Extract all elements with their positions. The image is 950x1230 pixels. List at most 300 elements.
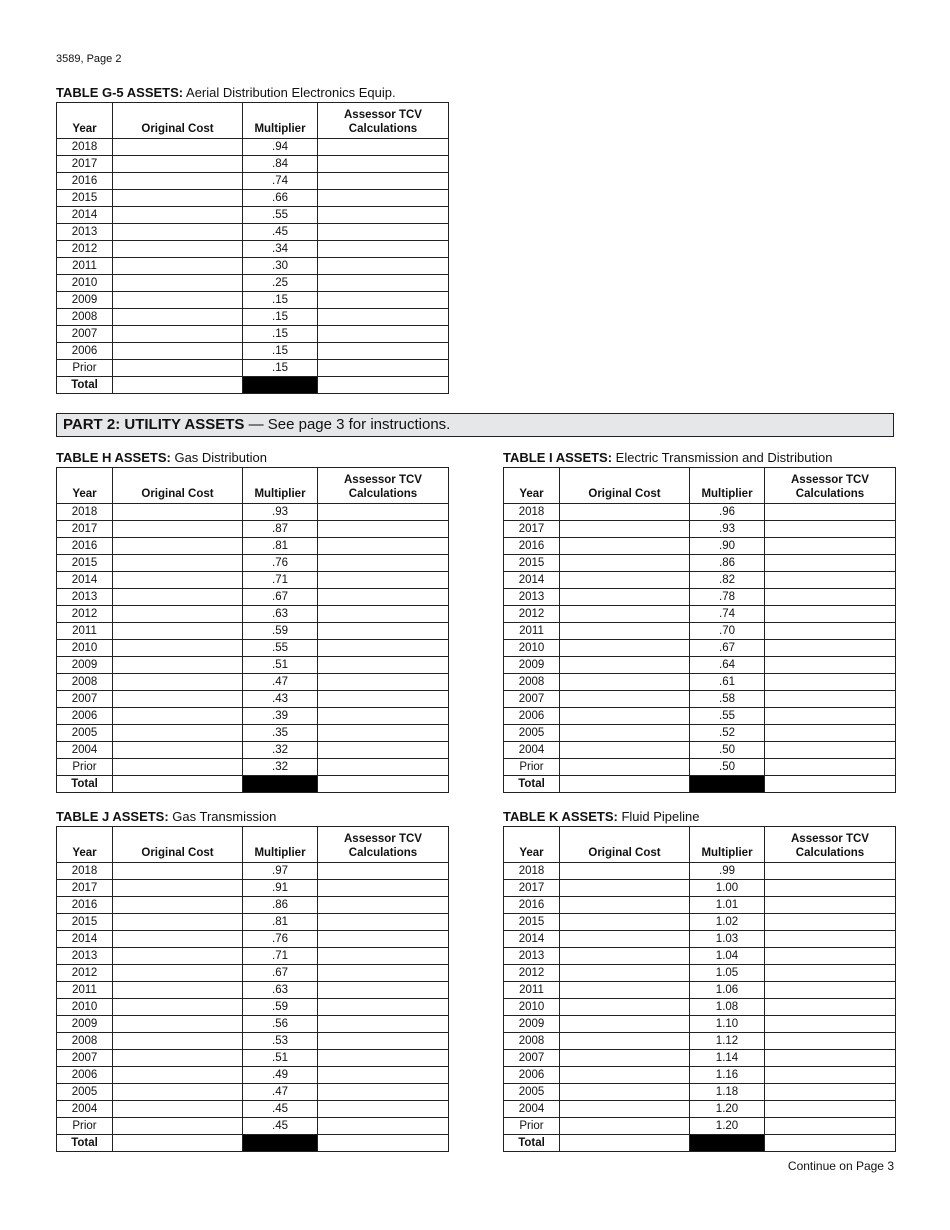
assessor-tcv-cell[interactable] bbox=[318, 589, 449, 606]
original-cost-cell[interactable] bbox=[560, 589, 690, 606]
table-row bbox=[57, 742, 449, 759]
blacked-out-multiplier-cell bbox=[690, 1135, 765, 1152]
original-cost-cell[interactable] bbox=[560, 657, 690, 674]
assessor-tcv-cell[interactable] bbox=[318, 275, 449, 292]
assessor-tcv-cell[interactable] bbox=[765, 521, 896, 538]
multiplier-cell: 1.02 bbox=[690, 914, 765, 931]
multiplier-cell: .96 bbox=[690, 504, 765, 521]
table-row bbox=[57, 999, 449, 1016]
original-cost-cell[interactable] bbox=[113, 691, 243, 708]
year-cell: 2010 bbox=[504, 640, 560, 657]
original-cost-cell[interactable] bbox=[560, 623, 690, 640]
original-cost-cell[interactable] bbox=[113, 156, 243, 173]
page-number: 3589, Page 2 bbox=[56, 53, 122, 65]
assessor-tcv-cell[interactable] bbox=[318, 965, 449, 982]
original-cost-cell[interactable] bbox=[113, 360, 243, 377]
assessor-tcv-cell[interactable] bbox=[318, 725, 449, 742]
year-cell: 2007 bbox=[57, 1050, 113, 1067]
assessor-tcv-cell[interactable] bbox=[318, 691, 449, 708]
table-row bbox=[57, 173, 449, 190]
multiplier-cell: 1.20 bbox=[690, 1118, 765, 1135]
assessor-tcv-cell[interactable] bbox=[318, 326, 449, 343]
table-row bbox=[504, 1118, 896, 1135]
table-row bbox=[504, 1084, 896, 1101]
assessor-tcv-cell[interactable] bbox=[318, 880, 449, 897]
year-cell: 2013 bbox=[504, 589, 560, 606]
assessor-tcv-cell[interactable] bbox=[318, 224, 449, 241]
assessor-tcv-cell[interactable] bbox=[318, 572, 449, 589]
assessor-tcv-cell[interactable] bbox=[318, 897, 449, 914]
year-cell: 2011 bbox=[57, 623, 113, 640]
multiplier-cell: .32 bbox=[243, 742, 318, 759]
assessor-tcv-cell[interactable] bbox=[318, 555, 449, 572]
original-cost-cell[interactable] bbox=[113, 965, 243, 982]
original-cost-cell[interactable] bbox=[560, 931, 690, 948]
assessor-tcv-cell[interactable] bbox=[765, 982, 896, 999]
table-row bbox=[57, 623, 449, 640]
multiplier-cell: .74 bbox=[243, 173, 318, 190]
assessor-tcv-cell[interactable] bbox=[318, 742, 449, 759]
original-cost-cell[interactable] bbox=[113, 1016, 243, 1033]
assessor-tcv-cell[interactable] bbox=[765, 538, 896, 555]
table-row bbox=[504, 1067, 896, 1084]
assessor-tcv-cell[interactable] bbox=[765, 555, 896, 572]
original-cost-cell[interactable] bbox=[560, 863, 690, 880]
assessor-tcv-cell[interactable] bbox=[318, 674, 449, 691]
year-cell: 2009 bbox=[57, 1016, 113, 1033]
multiplier-cell: .76 bbox=[243, 931, 318, 948]
assessor-tcv-cell[interactable] bbox=[765, 674, 896, 691]
original-cost-cell[interactable] bbox=[113, 1050, 243, 1067]
multiplier-cell: .50 bbox=[690, 742, 765, 759]
year-cell: 2010 bbox=[57, 275, 113, 292]
assessor-tcv-cell[interactable] bbox=[318, 292, 449, 309]
assessor-tcv-cell[interactable] bbox=[765, 742, 896, 759]
multiplier-header: Multiplier bbox=[243, 827, 318, 863]
multiplier-cell: 1.10 bbox=[690, 1016, 765, 1033]
assessor-tcv-cell[interactable] bbox=[765, 914, 896, 931]
assessor-tcv-header bbox=[318, 103, 449, 139]
year-cell: 2006 bbox=[57, 343, 113, 360]
total-row bbox=[57, 1135, 449, 1152]
assessor-tcv-cell[interactable] bbox=[765, 1101, 896, 1118]
total-assessor-tcv-cell[interactable] bbox=[765, 776, 896, 793]
assessor-tcv-cell[interactable] bbox=[318, 914, 449, 931]
multiplier-cell: .59 bbox=[243, 623, 318, 640]
original-cost-cell[interactable] bbox=[113, 224, 243, 241]
assessor-tcv-cell[interactable] bbox=[318, 139, 449, 156]
year-cell: 2009 bbox=[504, 1016, 560, 1033]
assessor-tcv-cell[interactable] bbox=[318, 1050, 449, 1067]
total-assessor-tcv-cell[interactable] bbox=[318, 776, 449, 793]
assessor-tcv-cell[interactable] bbox=[765, 572, 896, 589]
original-cost-cell[interactable] bbox=[560, 999, 690, 1016]
total-original-cost-cell[interactable] bbox=[113, 776, 243, 793]
year-cell: 2005 bbox=[504, 725, 560, 742]
original-cost-cell[interactable] bbox=[113, 190, 243, 207]
year-header: Year bbox=[57, 103, 113, 139]
original-cost-cell[interactable] bbox=[560, 725, 690, 742]
original-cost-cell[interactable] bbox=[113, 931, 243, 948]
assessor-tcv-cell[interactable] bbox=[765, 965, 896, 982]
table-row bbox=[57, 156, 449, 173]
year-cell: 2012 bbox=[57, 241, 113, 258]
total-assessor-tcv-cell[interactable] bbox=[318, 377, 449, 394]
total-original-cost-cell[interactable] bbox=[560, 1135, 690, 1152]
table-row bbox=[57, 1067, 449, 1084]
original-cost-cell[interactable] bbox=[560, 504, 690, 521]
year-cell: 2011 bbox=[57, 982, 113, 999]
assessor-tcv-cell[interactable] bbox=[318, 623, 449, 640]
multiplier-cell: .56 bbox=[243, 1016, 318, 1033]
original-cost-cell[interactable] bbox=[560, 759, 690, 776]
assessor-tcv-cell[interactable] bbox=[765, 1033, 896, 1050]
multiplier-cell: .47 bbox=[243, 674, 318, 691]
assessor-tcv-cell[interactable] bbox=[765, 1050, 896, 1067]
original-cost-cell[interactable] bbox=[113, 207, 243, 224]
original-cost-cell[interactable] bbox=[113, 948, 243, 965]
assessor-tcv-cell[interactable] bbox=[318, 759, 449, 776]
header-row bbox=[504, 468, 896, 504]
header-row bbox=[57, 827, 449, 863]
table-row bbox=[57, 948, 449, 965]
year-cell: 2016 bbox=[504, 897, 560, 914]
original-cost-cell[interactable] bbox=[113, 572, 243, 589]
year-cell: 2011 bbox=[57, 258, 113, 275]
original-cost-cell[interactable] bbox=[113, 999, 243, 1016]
year-cell: 2008 bbox=[57, 674, 113, 691]
total-label: Total bbox=[504, 776, 560, 793]
assessor-tcv-cell[interactable] bbox=[318, 948, 449, 965]
year-cell: 2007 bbox=[504, 691, 560, 708]
original-cost-cell[interactable] bbox=[560, 555, 690, 572]
total-original-cost-cell[interactable] bbox=[113, 377, 243, 394]
year-header: Year bbox=[57, 827, 113, 863]
header-row bbox=[504, 827, 896, 863]
table-row bbox=[57, 360, 449, 377]
original-cost-cell[interactable] bbox=[113, 241, 243, 258]
table-row bbox=[57, 258, 449, 275]
original-cost-cell[interactable] bbox=[113, 623, 243, 640]
original-cost-cell[interactable] bbox=[113, 914, 243, 931]
assessor-tcv-cell[interactable] bbox=[765, 863, 896, 880]
table-row bbox=[57, 880, 449, 897]
original-cost-cell[interactable] bbox=[113, 258, 243, 275]
table-row bbox=[504, 897, 896, 914]
original-cost-cell[interactable] bbox=[560, 1118, 690, 1135]
original-cost-cell[interactable] bbox=[113, 863, 243, 880]
multiplier-header: Multiplier bbox=[690, 827, 765, 863]
assessor-tcv-cell[interactable] bbox=[765, 1118, 896, 1135]
multiplier-cell: .51 bbox=[243, 657, 318, 674]
assessor-tcv-cell[interactable] bbox=[318, 931, 449, 948]
table-row bbox=[504, 606, 896, 623]
assessor-tcv-cell[interactable] bbox=[318, 360, 449, 377]
assessor-tcv-cell[interactable] bbox=[318, 1101, 449, 1118]
total-original-cost-cell[interactable] bbox=[560, 776, 690, 793]
assessor-tcv-cell[interactable] bbox=[318, 538, 449, 555]
table-row bbox=[504, 521, 896, 538]
assessor-tcv-cell[interactable] bbox=[765, 606, 896, 623]
original-cost-cell[interactable] bbox=[113, 1067, 243, 1084]
original-cost-cell[interactable] bbox=[113, 640, 243, 657]
table-row bbox=[57, 759, 449, 776]
table-row bbox=[57, 504, 449, 521]
table-row bbox=[57, 555, 449, 572]
assessor-tcv-header bbox=[318, 468, 449, 504]
original-cost-cell[interactable] bbox=[113, 139, 243, 156]
original-cost-cell[interactable] bbox=[113, 504, 243, 521]
original-cost-cell[interactable] bbox=[560, 965, 690, 982]
table-row bbox=[57, 521, 449, 538]
table-row bbox=[57, 691, 449, 708]
original-cost-cell[interactable] bbox=[560, 1033, 690, 1050]
original-cost-cell[interactable] bbox=[560, 1050, 690, 1067]
assessor-tcv-cell[interactable] bbox=[318, 1033, 449, 1050]
multiplier-cell: .70 bbox=[690, 623, 765, 640]
table-row bbox=[504, 880, 896, 897]
assessor-tcv-cell[interactable] bbox=[765, 640, 896, 657]
year-cell: 2010 bbox=[504, 999, 560, 1016]
assessor-tcv-cell[interactable] bbox=[318, 258, 449, 275]
assessor-tcv-cell[interactable] bbox=[318, 309, 449, 326]
multiplier-cell: .15 bbox=[243, 309, 318, 326]
original-cost-cell[interactable] bbox=[113, 1118, 243, 1135]
assessor-tcv-cell[interactable] bbox=[765, 999, 896, 1016]
original-cost-cell[interactable] bbox=[113, 982, 243, 999]
multiplier-cell: 1.12 bbox=[690, 1033, 765, 1050]
multiplier-cell: .86 bbox=[690, 555, 765, 572]
table-row bbox=[504, 742, 896, 759]
table-row bbox=[57, 606, 449, 623]
original-cost-cell[interactable] bbox=[113, 1084, 243, 1101]
original-cost-cell[interactable] bbox=[113, 708, 243, 725]
table-row bbox=[504, 589, 896, 606]
multiplier-cell: .61 bbox=[690, 674, 765, 691]
original-cost-cell[interactable] bbox=[560, 880, 690, 897]
year-cell: 2004 bbox=[57, 1101, 113, 1118]
year-cell: 2012 bbox=[57, 606, 113, 623]
assessor-tcv-cell[interactable] bbox=[318, 640, 449, 657]
year-cell: 2017 bbox=[504, 880, 560, 897]
table-row bbox=[504, 999, 896, 1016]
assessor-tcv-cell[interactable] bbox=[318, 708, 449, 725]
original-cost-cell[interactable] bbox=[113, 725, 243, 742]
original-cost-cell[interactable] bbox=[113, 742, 243, 759]
table-row bbox=[504, 708, 896, 725]
original-cost-cell[interactable] bbox=[560, 521, 690, 538]
original-cost-cell[interactable] bbox=[113, 326, 243, 343]
assessor-tcv-cell[interactable] bbox=[318, 863, 449, 880]
assessor-tcv-cell[interactable] bbox=[318, 173, 449, 190]
year-cell: 2005 bbox=[504, 1084, 560, 1101]
assessor-tcv-cell[interactable] bbox=[765, 708, 896, 725]
assessor-tcv-cell[interactable] bbox=[765, 1067, 896, 1084]
total-assessor-tcv-cell[interactable] bbox=[318, 1135, 449, 1152]
table-row bbox=[57, 326, 449, 343]
multiplier-cell: .55 bbox=[243, 207, 318, 224]
year-cell: 2016 bbox=[57, 173, 113, 190]
assessor-tcv-cell[interactable] bbox=[765, 931, 896, 948]
blacked-out-multiplier-cell bbox=[243, 776, 318, 793]
year-cell: Prior bbox=[504, 759, 560, 776]
year-cell: 2016 bbox=[504, 538, 560, 555]
assessor-tcv-cell[interactable] bbox=[765, 657, 896, 674]
original-cost-cell[interactable] bbox=[113, 555, 243, 572]
assessor-tcv-cell[interactable] bbox=[318, 343, 449, 360]
original-cost-cell[interactable] bbox=[560, 948, 690, 965]
year-cell: 2008 bbox=[57, 1033, 113, 1050]
year-cell: 2014 bbox=[57, 931, 113, 948]
original-cost-cell[interactable] bbox=[560, 708, 690, 725]
assessor-tcv-cell[interactable] bbox=[765, 623, 896, 640]
original-cost-cell[interactable] bbox=[560, 640, 690, 657]
table-row bbox=[57, 725, 449, 742]
original-cost-cell[interactable] bbox=[113, 343, 243, 360]
original-cost-cell[interactable] bbox=[560, 914, 690, 931]
assessor-tcv-cell[interactable] bbox=[318, 999, 449, 1016]
table-row bbox=[57, 1050, 449, 1067]
year-cell: 2008 bbox=[504, 1033, 560, 1050]
assessor-tcv-cell[interactable] bbox=[765, 504, 896, 521]
assessor-tcv-cell[interactable] bbox=[318, 241, 449, 258]
multiplier-cell: .90 bbox=[690, 538, 765, 555]
assessor-tcv-cell[interactable] bbox=[318, 156, 449, 173]
original-cost-cell[interactable] bbox=[560, 674, 690, 691]
assessor-tcv-cell[interactable] bbox=[318, 982, 449, 999]
table-h-block bbox=[56, 450, 448, 793]
table-row bbox=[57, 538, 449, 555]
table-row bbox=[57, 897, 449, 914]
original-cost-cell[interactable] bbox=[560, 742, 690, 759]
original-cost-cell[interactable] bbox=[560, 606, 690, 623]
multiplier-cell: .93 bbox=[690, 521, 765, 538]
assessor-tcv-cell[interactable] bbox=[318, 521, 449, 538]
original-cost-cell[interactable] bbox=[113, 589, 243, 606]
original-cost-cell[interactable] bbox=[560, 1084, 690, 1101]
original-cost-cell[interactable] bbox=[113, 1101, 243, 1118]
table-row bbox=[57, 674, 449, 691]
multiplier-header: Multiplier bbox=[243, 468, 318, 504]
original-cost-cell[interactable] bbox=[113, 657, 243, 674]
table-g5-block bbox=[56, 85, 448, 394]
original-cost-cell[interactable] bbox=[113, 880, 243, 897]
original-cost-cell[interactable] bbox=[560, 691, 690, 708]
multiplier-cell: .30 bbox=[243, 258, 318, 275]
table-row bbox=[57, 640, 449, 657]
table-row bbox=[504, 1050, 896, 1067]
table-row bbox=[504, 863, 896, 880]
total-original-cost-cell[interactable] bbox=[113, 1135, 243, 1152]
calculations-label: Calculations bbox=[795, 488, 865, 500]
table-title bbox=[56, 450, 448, 466]
assessor-tcv-cell[interactable] bbox=[765, 589, 896, 606]
asset-table bbox=[56, 467, 449, 793]
multiplier-cell: .55 bbox=[243, 640, 318, 657]
table-row bbox=[57, 708, 449, 725]
table-row bbox=[504, 948, 896, 965]
original-cost-cell[interactable] bbox=[560, 1016, 690, 1033]
table-row bbox=[57, 914, 449, 931]
assessor-tcv-cell[interactable] bbox=[765, 759, 896, 776]
assessor-tcv-cell[interactable] bbox=[765, 725, 896, 742]
assessor-tcv-cell[interactable] bbox=[318, 504, 449, 521]
original-cost-cell[interactable] bbox=[113, 173, 243, 190]
total-label: Total bbox=[57, 377, 113, 394]
assessor-tcv-cell[interactable] bbox=[765, 691, 896, 708]
table-k-block bbox=[503, 809, 895, 1152]
original-cost-header: Original Cost bbox=[113, 103, 243, 139]
year-cell: 2004 bbox=[504, 742, 560, 759]
original-cost-cell[interactable] bbox=[560, 1101, 690, 1118]
original-cost-cell[interactable] bbox=[113, 1033, 243, 1050]
header-row bbox=[57, 103, 449, 139]
original-cost-cell[interactable] bbox=[113, 292, 243, 309]
original-cost-cell[interactable] bbox=[113, 674, 243, 691]
original-cost-cell[interactable] bbox=[560, 538, 690, 555]
total-row bbox=[504, 1135, 896, 1152]
assessor-tcv-cell[interactable] bbox=[318, 1067, 449, 1084]
assessor-tcv-cell[interactable] bbox=[318, 657, 449, 674]
original-cost-header: Original Cost bbox=[560, 827, 690, 863]
original-cost-cell[interactable] bbox=[560, 982, 690, 999]
assessor-tcv-cell[interactable] bbox=[765, 948, 896, 965]
assessor-tcv-cell[interactable] bbox=[765, 880, 896, 897]
assessor-tcv-cell[interactable] bbox=[318, 190, 449, 207]
year-cell: 2013 bbox=[57, 948, 113, 965]
multiplier-cell: .81 bbox=[243, 914, 318, 931]
original-cost-cell[interactable] bbox=[113, 897, 243, 914]
year-cell: 2006 bbox=[57, 708, 113, 725]
original-cost-cell[interactable] bbox=[113, 275, 243, 292]
original-cost-cell[interactable] bbox=[113, 521, 243, 538]
year-cell: 2017 bbox=[57, 156, 113, 173]
calculations-label: Calculations bbox=[348, 123, 418, 135]
multiplier-cell: .87 bbox=[243, 521, 318, 538]
original-cost-cell[interactable] bbox=[113, 538, 243, 555]
original-cost-cell[interactable] bbox=[560, 897, 690, 914]
year-cell: 2007 bbox=[57, 326, 113, 343]
assessor-tcv-cell[interactable] bbox=[765, 1016, 896, 1033]
year-cell: 2010 bbox=[57, 640, 113, 657]
assessor-tcv-cell[interactable] bbox=[318, 207, 449, 224]
year-cell: 2014 bbox=[57, 207, 113, 224]
table-label: TABLE K ASSETS: bbox=[503, 809, 618, 824]
multiplier-cell: .39 bbox=[243, 708, 318, 725]
multiplier-cell: .66 bbox=[243, 190, 318, 207]
year-cell: Prior bbox=[57, 759, 113, 776]
multiplier-cell: 1.00 bbox=[690, 880, 765, 897]
header-row bbox=[57, 468, 449, 504]
assessor-tcv-cell[interactable] bbox=[765, 1084, 896, 1101]
multiplier-cell: .52 bbox=[690, 725, 765, 742]
year-cell: 2013 bbox=[57, 224, 113, 241]
total-assessor-tcv-cell[interactable] bbox=[765, 1135, 896, 1152]
multiplier-cell: 1.14 bbox=[690, 1050, 765, 1067]
assessor-tcv-cell[interactable] bbox=[318, 606, 449, 623]
assessor-tcv-cell[interactable] bbox=[318, 1016, 449, 1033]
table-row bbox=[57, 1118, 449, 1135]
assessor-tcv-cell[interactable] bbox=[765, 897, 896, 914]
original-cost-cell[interactable] bbox=[560, 1067, 690, 1084]
assessor-tcv-cell[interactable] bbox=[318, 1118, 449, 1135]
original-cost-cell[interactable] bbox=[113, 309, 243, 326]
original-cost-cell[interactable] bbox=[113, 759, 243, 776]
assessor-tcv-cell[interactable] bbox=[318, 1084, 449, 1101]
original-cost-cell[interactable] bbox=[113, 606, 243, 623]
table-row bbox=[57, 572, 449, 589]
original-cost-cell[interactable] bbox=[560, 572, 690, 589]
